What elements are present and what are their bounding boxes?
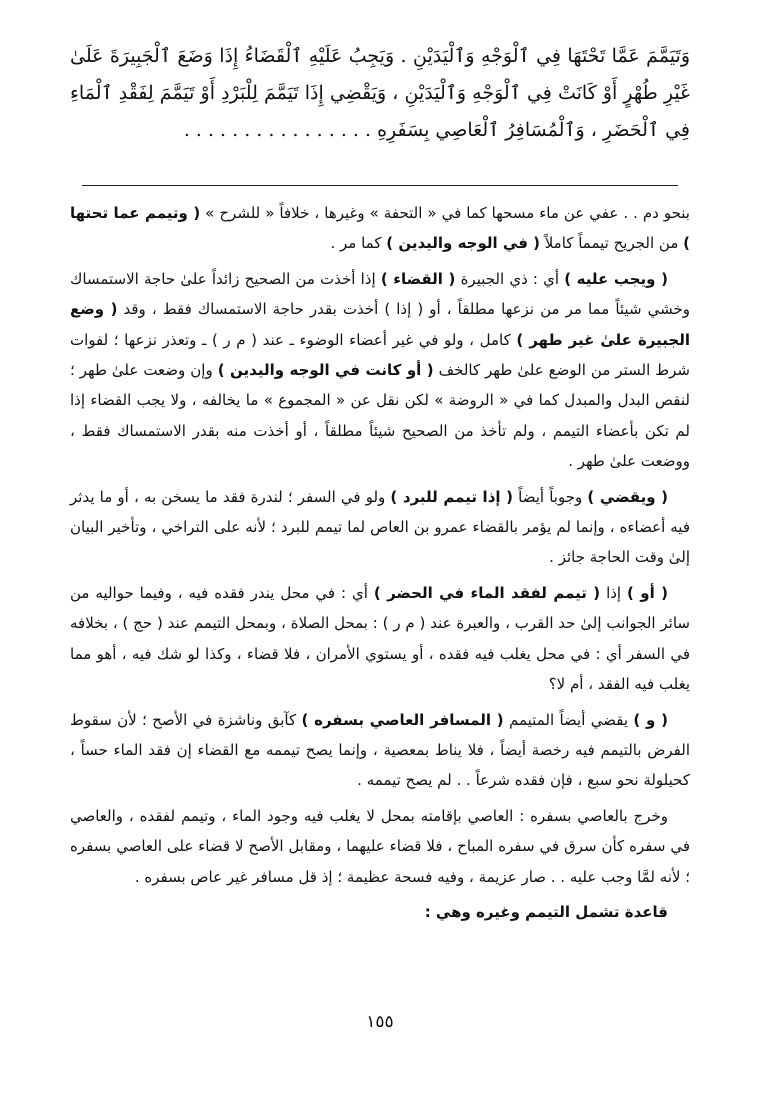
commentary-text: وإن وضعت علىٰ طهر ؛ لنقص البدل والمبدل كما في « الروضة » لكن نقل عن « المجموع » ما يخالفه ، ولا يجب القضاء إذا لم تكن بأعضاء التيمم ، ولم تأخذ من الصحيح شيئاً مطلقاً ، أو أخذت منه بقدر الاستمساك فقط ، ووضعت علىٰ طهر . xyxy=(70,361,690,471)
rule-heading: قاعدة تشمل التيمم وغيره وهي : xyxy=(424,902,668,921)
matn-quote: ( إذا تيمم للبرد ) xyxy=(390,487,513,506)
commentary-paragraph-3 xyxy=(70,482,690,573)
commentary-text: وجوباً أيضاً xyxy=(513,487,588,506)
matn-paragraph: وَتَيَمَّمَ عَمَّا تَحْتَهَا فِي ٱلْوَجْهِ وَٱلْيَدَيْنِ . وَيَجِبُ عَلَيْهِ ٱلْقَضَاءُ إِذَا وَضَعَ ٱلْجَبِيرَةَ عَلَىٰ غَيْرِ طُهْرٍ أَوْ كَانَتْ فِي ٱلْوَجْهِ وَٱلْيَدَيْنِ ، وَيَقْضِي إِذَا تَيَمَّمَ لِلْبَرْدِ أَوْ تَيَمَّمَ لِفَقْدِ ٱلْمَاءِ فِي ٱلْحَضَرِ ، وَٱلْمُسَافِرُ ٱلْعَاصِي بِسَفَرِهِ . . . . . . . . . . . . . . . . xyxy=(70,45,690,141)
commentary-paragraph-1 xyxy=(70,198,690,259)
matn-quote: ( أو كانت في الوجه واليدين ) xyxy=(217,361,434,380)
matn-quote: ( ويجب عليه ) xyxy=(564,269,668,288)
commentary-text: إذا أخذت من الصحيح زائداً علىٰ حاجة الاستمساك وخشي شيئاً مما مر من نزعها مطلقاً ، أو ( إذا ) أخذت بقدر حاجة الاستمساك فقط ، وقد xyxy=(70,269,690,319)
commentary-block xyxy=(70,198,690,927)
commentary-text: ولو في السفر ؛ لندرة فقد ما يسخن به ، أو ما يدثر فيه أعضاءه ، وإنما لم يؤمر بالقضاء عمرو بن العاص لما تيمم للبرد ؛ لأنه على التراخي ، وتأخير البيان إلىٰ وقت الحاجة جائز . xyxy=(70,487,690,567)
separator-line xyxy=(82,185,678,186)
commentary-text: من الجريح تيمماً كاملاً xyxy=(539,234,684,253)
commentary-text: أي : ذي الجبيرة xyxy=(455,269,565,288)
matn-quote: ( القضاء ) xyxy=(380,269,456,288)
matn-quote: ( و ) xyxy=(633,710,668,729)
commentary-text: كما مر . xyxy=(330,234,387,253)
commentary-paragraph-2 xyxy=(70,264,690,477)
matn-quote: ( وضع الجبيرة علىٰ غير طهر ) xyxy=(70,300,690,349)
commentary-text: كآبق وناشزة في الأصح ؛ لأن سقوط الفرض بالتيمم فيه رخصة أيضاً ، فلا يناط بمعصية ، وإنما يصح تيممه مع القضاء إن فقد الماء حساً ، كحيلولة نحو سبع ، فإن فقده شرعاً . . لم يصح تيممه . xyxy=(70,710,690,790)
commentary-paragraph-7 xyxy=(70,897,690,927)
commentary-paragraph-6 xyxy=(70,801,690,892)
matn-text-block xyxy=(70,38,690,149)
matn-quote: ( تيمم لفقد الماء في الحضر ) xyxy=(373,583,601,602)
commentary-text: إذا xyxy=(600,583,628,602)
matn-quote: ( في الوجه واليدين ) xyxy=(386,234,540,253)
commentary-text: كامل ، ولو في غير أعضاء الوضوء ـ عند ( م ر ) ـ وتعذر نزعها ؛ لفوات شرط الستر من الوضع علىٰ طهر كالخف xyxy=(70,330,690,380)
matn-quote: ( ويقضي ) xyxy=(587,487,668,506)
matn-quote: ( المسافر العاصي بسفره ) xyxy=(301,710,504,729)
matn-quote: ( أو ) xyxy=(627,583,668,602)
commentary-paragraph-5 xyxy=(70,705,690,796)
commentary-text: أي : في محل يندر فقده فيه ، وفيما حواليه من سائر الجوانب إلىٰ حد القرب ، والعبرة عند ( م ر ) : بمحل الصلاة ، وبمحل التيمم عند ( حج ) ، بخلافه في السفر أي : في محل يغلب فيه فقده ، أو يستوي الأمران ، فلا قضاء ، وكذا لو شك فيه ، أهو مما يغلب فيه الفقد ، أم لا؟ xyxy=(70,583,690,694)
commentary-text: يقضي أيضاً المتيمم xyxy=(503,710,634,729)
page-number: ١٥٥ xyxy=(366,1012,394,1032)
commentary-paragraph-4 xyxy=(70,578,690,700)
commentary-text: بنحو دم . . عفي عن ماء مسحها كما في « التحفة » وغيرها ، خلافاً « للشرح » xyxy=(200,204,690,222)
matn-quote: ( وتيمم عما تحتها ) xyxy=(70,204,690,253)
commentary-text: وخرج بالعاصي بسفره : العاصي بإقامته بمحل لا يغلب فيه وجود الماء ، وتيمم لفقده ، والعاصي في سفره كأن سرق في سفره المباح ، فلا قضاء عليهما ، ومقابل الأصح لا قضاء على العاصي بسفره ؛ لأنه لمَّا وجب عليه . . صار عزيمة ، وفيه فسحة عظيمة ؛ إذ قل مسافر غير عاص بسفره . xyxy=(70,806,690,886)
